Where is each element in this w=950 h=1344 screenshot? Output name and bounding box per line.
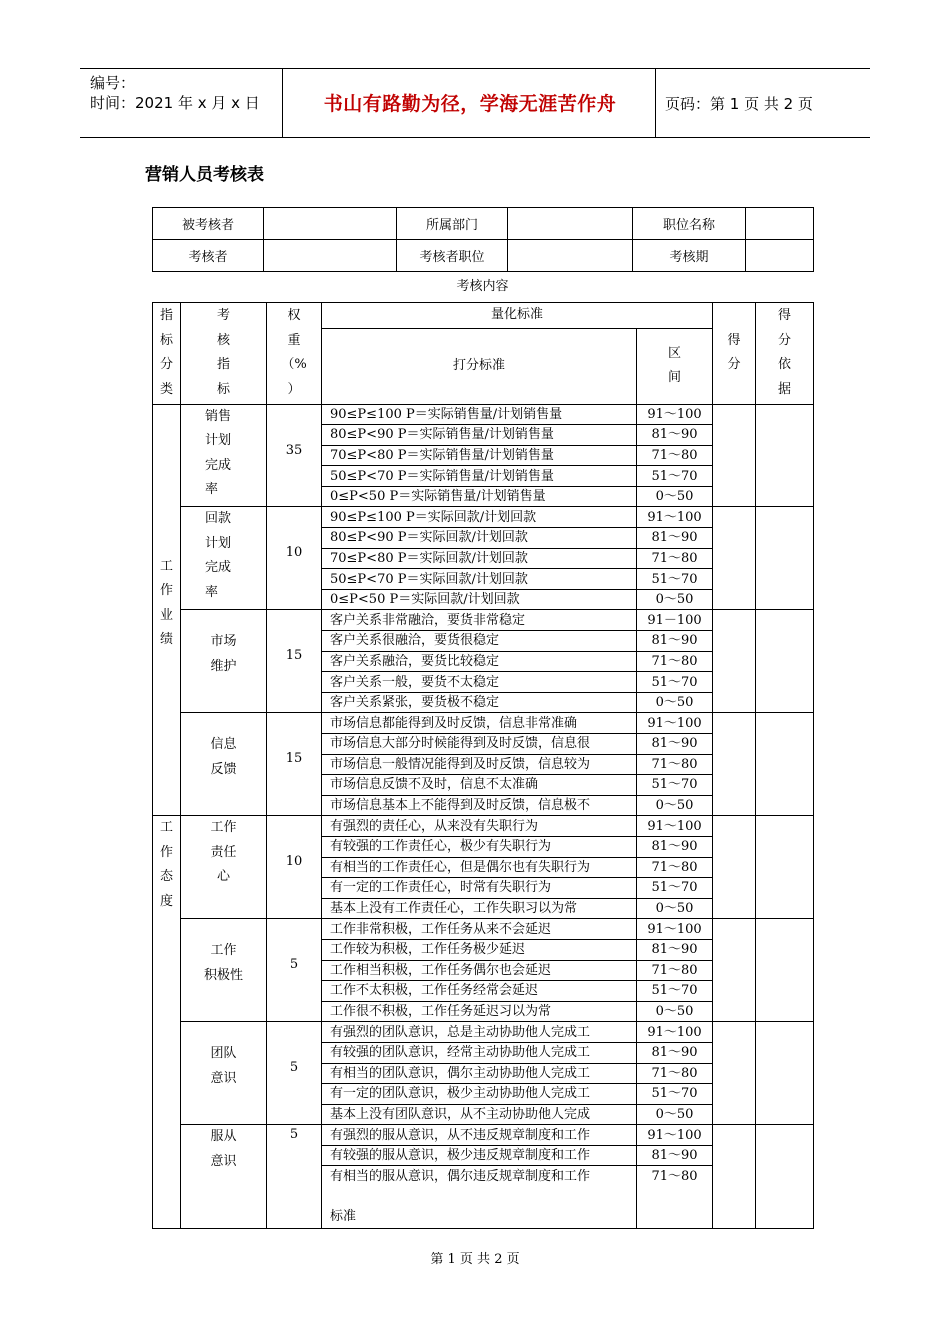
header-divider bbox=[655, 69, 656, 137]
col-scoring-standard: 打分标准 bbox=[322, 328, 637, 404]
score-input[interactable] bbox=[713, 1125, 756, 1229]
range-value: 71～80 bbox=[637, 445, 713, 466]
col-score: 得 分 bbox=[713, 303, 756, 405]
score-basis-input[interactable] bbox=[756, 919, 814, 1022]
criteria-text: 客户关系紧张，要货极不稳定 bbox=[322, 692, 637, 713]
header-page-number: 页码：第 1 页 共 2 页 bbox=[665, 95, 813, 113]
score-basis-input[interactable] bbox=[756, 610, 814, 713]
score-input[interactable] bbox=[713, 610, 756, 713]
table-row bbox=[153, 816, 814, 837]
score-basis-input[interactable] bbox=[756, 816, 814, 919]
table-row bbox=[153, 1125, 814, 1146]
col-category: 指 标 分 类 bbox=[153, 303, 181, 405]
weight-value: 5 bbox=[267, 1125, 322, 1229]
criteria-text: 80≤P<90 P＝实际回款/计划回款 bbox=[322, 528, 637, 549]
range-value: 81～90 bbox=[637, 1145, 713, 1166]
examinee-info-table bbox=[152, 207, 814, 272]
score-input[interactable] bbox=[713, 507, 756, 610]
info-row bbox=[153, 208, 814, 240]
col-basis: 得 分 依 据 bbox=[756, 303, 814, 405]
range-value: 51～70 bbox=[637, 672, 713, 693]
range-value: 71～80 bbox=[637, 651, 713, 672]
col-indicator: 考 核 指 标 bbox=[181, 303, 267, 405]
score-basis-input[interactable] bbox=[756, 1022, 814, 1125]
examinee-value[interactable] bbox=[264, 208, 397, 240]
table-row bbox=[153, 1022, 814, 1043]
criteria-text: 市场信息一般情况能得到及时反馈，信息较为 bbox=[322, 754, 637, 775]
position-label: 职位名称 bbox=[633, 208, 746, 240]
score-input[interactable] bbox=[713, 713, 756, 816]
table-row bbox=[153, 919, 814, 940]
assessment-table bbox=[152, 302, 814, 1229]
page-header bbox=[80, 68, 870, 138]
range-value: 71～80 bbox=[637, 960, 713, 981]
range-value: 91－100 bbox=[637, 610, 713, 631]
range-empty bbox=[637, 1186, 713, 1229]
criteria-text: 有相当的服从意识，偶尔违反规章制度和工作 bbox=[322, 1166, 637, 1186]
range-value: 91～100 bbox=[637, 816, 713, 837]
score-basis-input[interactable] bbox=[756, 507, 814, 610]
score-basis-input[interactable] bbox=[756, 713, 814, 816]
indicator-name: 市场 维护 bbox=[181, 610, 267, 713]
criteria-text: 有较强的工作责任心，极少有失职行为 bbox=[322, 836, 637, 857]
criteria-text: 市场信息都能得到及时反馈，信息非常准确 bbox=[322, 713, 637, 734]
range-value: 0～50 bbox=[637, 795, 713, 816]
criteria-text: 有相当的团队意识，偶尔主动协助他人完成工 bbox=[322, 1063, 637, 1084]
range-value: 0～50 bbox=[637, 1001, 713, 1022]
range-value: 51～70 bbox=[637, 981, 713, 1002]
range-value: 91～100 bbox=[637, 713, 713, 734]
criteria-text: 有强烈的责任心，从来没有失职行为 bbox=[322, 816, 637, 837]
range-value: 81～90 bbox=[637, 1042, 713, 1063]
range-value: 81～90 bbox=[637, 425, 713, 446]
range-value: 91～100 bbox=[637, 1125, 713, 1146]
criteria-text: 70≤P<80 P＝实际回款/计划回款 bbox=[322, 548, 637, 569]
criteria-text: 市场信息大部分时候能得到及时反馈，信息很 bbox=[322, 734, 637, 755]
header-divider bbox=[282, 69, 283, 137]
examiner-position-value[interactable] bbox=[508, 240, 633, 272]
weight-value: 10 bbox=[267, 507, 322, 610]
period-label: 考核期 bbox=[633, 240, 746, 272]
score-basis-input[interactable] bbox=[756, 1125, 814, 1229]
indicator-name: 工作 责任 心 bbox=[181, 816, 267, 919]
range-value: 91～100 bbox=[637, 507, 713, 528]
indicator-name: 销售 计划 完成 率 bbox=[181, 404, 267, 507]
examinee-label: 被考核者 bbox=[153, 208, 264, 240]
indicator-name: 信息 反馈 bbox=[181, 713, 267, 816]
table-row bbox=[153, 404, 814, 425]
criteria-text: 基本上没有团队意识，从不主动协助他人完成 bbox=[322, 1104, 637, 1125]
criteria-text: 有强烈的团队意识，总是主动协助他人完成工 bbox=[322, 1022, 637, 1043]
document-title: 营销人员考核表 bbox=[145, 165, 264, 185]
criteria-text: 0≤P<50 P＝实际销售量/计划销售量 bbox=[322, 486, 637, 507]
criteria-text: 客户关系一般，要货不太稳定 bbox=[322, 672, 637, 693]
range-value: 81～90 bbox=[637, 939, 713, 960]
criteria-text: 标准 bbox=[322, 1186, 637, 1229]
criteria-text: 工作较为积极，工作任务极少延迟 bbox=[322, 939, 637, 960]
range-value: 71～80 bbox=[637, 857, 713, 878]
range-value: 0～50 bbox=[637, 898, 713, 919]
range-value: 91～100 bbox=[637, 404, 713, 425]
range-value: 0～50 bbox=[637, 1104, 713, 1125]
range-value: 0～50 bbox=[637, 692, 713, 713]
range-value: 81～90 bbox=[637, 631, 713, 652]
criteria-text: 客户关系非常融洽，要货非常稳定 bbox=[322, 610, 637, 631]
document-date: 时间：2021 年 x 月 x 日 bbox=[90, 94, 260, 112]
criteria-text: 客户关系很融洽，要货很稳定 bbox=[322, 631, 637, 652]
score-basis-input[interactable] bbox=[756, 404, 814, 507]
criteria-text: 有一定的团队意识，极少主动协助他人完成工 bbox=[322, 1084, 637, 1105]
range-value: 71～80 bbox=[637, 754, 713, 775]
document-number: 编号： bbox=[90, 74, 136, 92]
criteria-text: 有强烈的服从意识，从不违反规章制度和工作 bbox=[322, 1125, 637, 1146]
range-value: 91～100 bbox=[637, 919, 713, 940]
department-label: 所属部门 bbox=[397, 208, 508, 240]
criteria-text: 90≤P≤100 P＝实际销售量/计划销售量 bbox=[322, 404, 637, 425]
department-value[interactable] bbox=[508, 208, 633, 240]
indicator-name: 服从 意识 bbox=[181, 1125, 267, 1229]
category-cell: 工 作 业 绩 bbox=[153, 404, 181, 816]
weight-value: 5 bbox=[267, 919, 322, 1022]
header-row bbox=[153, 303, 814, 329]
criteria-text: 工作非常积极，工作任务从来不会延迟 bbox=[322, 919, 637, 940]
criteria-text: 70≤P<80 P＝实际销售量/计划销售量 bbox=[322, 445, 637, 466]
criteria-text: 有较强的服从意识，极少违反规章制度和工作 bbox=[322, 1145, 637, 1166]
criteria-text: 50≤P<70 P＝实际回款/计划回款 bbox=[322, 569, 637, 590]
criteria-text: 有相当的工作责任心，但是偶尔也有失职行为 bbox=[322, 857, 637, 878]
score-input[interactable] bbox=[713, 816, 756, 919]
criteria-text: 有较强的团队意识，经常主动协助他人完成工 bbox=[322, 1042, 637, 1063]
criteria-text: 工作很不积极，工作任务延迟习以为常 bbox=[322, 1001, 637, 1022]
weight-value: 5 bbox=[267, 1022, 322, 1125]
header-motto: 书山有路勤为径，学海无涯苦作舟 bbox=[323, 93, 617, 115]
range-value: 81～90 bbox=[637, 528, 713, 549]
header-meta bbox=[90, 73, 260, 113]
period-value[interactable] bbox=[746, 240, 814, 272]
col-weight: 权 重 （% ） bbox=[267, 303, 322, 405]
criteria-text: 市场信息反馈不及时，信息不太准确 bbox=[322, 775, 637, 796]
range-value: 71～80 bbox=[637, 1063, 713, 1084]
criteria-text: 工作相当积极，工作任务偶尔也会延迟 bbox=[322, 960, 637, 981]
criteria-text: 有一定的工作责任心，时常有失职行为 bbox=[322, 878, 637, 899]
indicator-name: 团队 意识 bbox=[181, 1022, 267, 1125]
criteria-text: 工作不太积极，工作任务经常会延迟 bbox=[322, 981, 637, 1002]
range-value: 0～50 bbox=[637, 589, 713, 610]
criteria-text: 80≤P<90 P＝实际销售量/计划销售量 bbox=[322, 425, 637, 446]
range-value: 91～100 bbox=[637, 1022, 713, 1043]
range-value: 51～70 bbox=[637, 1084, 713, 1105]
indicator-name: 工作 积极性 bbox=[181, 919, 267, 1022]
criteria-text: 50≤P<70 P＝实际销售量/计划销售量 bbox=[322, 466, 637, 487]
weight-value: 10 bbox=[267, 816, 322, 919]
score-input[interactable] bbox=[713, 1022, 756, 1125]
criteria-text: 0≤P<50 P＝实际回款/计划回款 bbox=[322, 589, 637, 610]
info-row bbox=[153, 240, 814, 272]
range-value: 51～70 bbox=[637, 878, 713, 899]
range-value: 0～50 bbox=[637, 486, 713, 507]
range-value: 81～90 bbox=[637, 734, 713, 755]
range-value: 51～70 bbox=[637, 775, 713, 796]
position-value[interactable] bbox=[746, 208, 814, 240]
col-quant-standard: 量化标准 bbox=[322, 303, 713, 329]
range-value: 51～70 bbox=[637, 569, 713, 590]
examiner-value[interactable] bbox=[264, 240, 397, 272]
range-value: 81～90 bbox=[637, 836, 713, 857]
indicator-name: 回款 计划 完成 率 bbox=[181, 507, 267, 610]
score-input[interactable] bbox=[713, 919, 756, 1022]
examiner-label: 考核者 bbox=[153, 240, 264, 272]
examiner-position-label: 考核者职位 bbox=[397, 240, 508, 272]
range-value: 71～80 bbox=[637, 1166, 713, 1186]
category-cell: 工 作 态 度 bbox=[153, 816, 181, 1229]
weight-value: 15 bbox=[267, 713, 322, 816]
page-footer: 第 1 页 共 2 页 bbox=[430, 1252, 520, 1267]
weight-value: 35 bbox=[267, 404, 322, 507]
col-range: 区 间 bbox=[637, 328, 713, 404]
table-row bbox=[153, 713, 814, 734]
weight-value: 15 bbox=[267, 610, 322, 713]
table-row bbox=[153, 507, 814, 528]
criteria-text: 客户关系融洽，要货比较稳定 bbox=[322, 651, 637, 672]
score-input[interactable] bbox=[713, 404, 756, 507]
range-value: 51～70 bbox=[637, 466, 713, 487]
content-label: 考核内容 bbox=[456, 279, 509, 294]
criteria-text: 基本上没有工作责任心，工作失职习以为常 bbox=[322, 898, 637, 919]
range-value: 71～80 bbox=[637, 548, 713, 569]
table-row bbox=[153, 610, 814, 631]
criteria-text: 90≤P≤100 P＝实际回款/计划回款 bbox=[322, 507, 637, 528]
criteria-text: 市场信息基本上不能得到及时反馈，信息极不 bbox=[322, 795, 637, 816]
